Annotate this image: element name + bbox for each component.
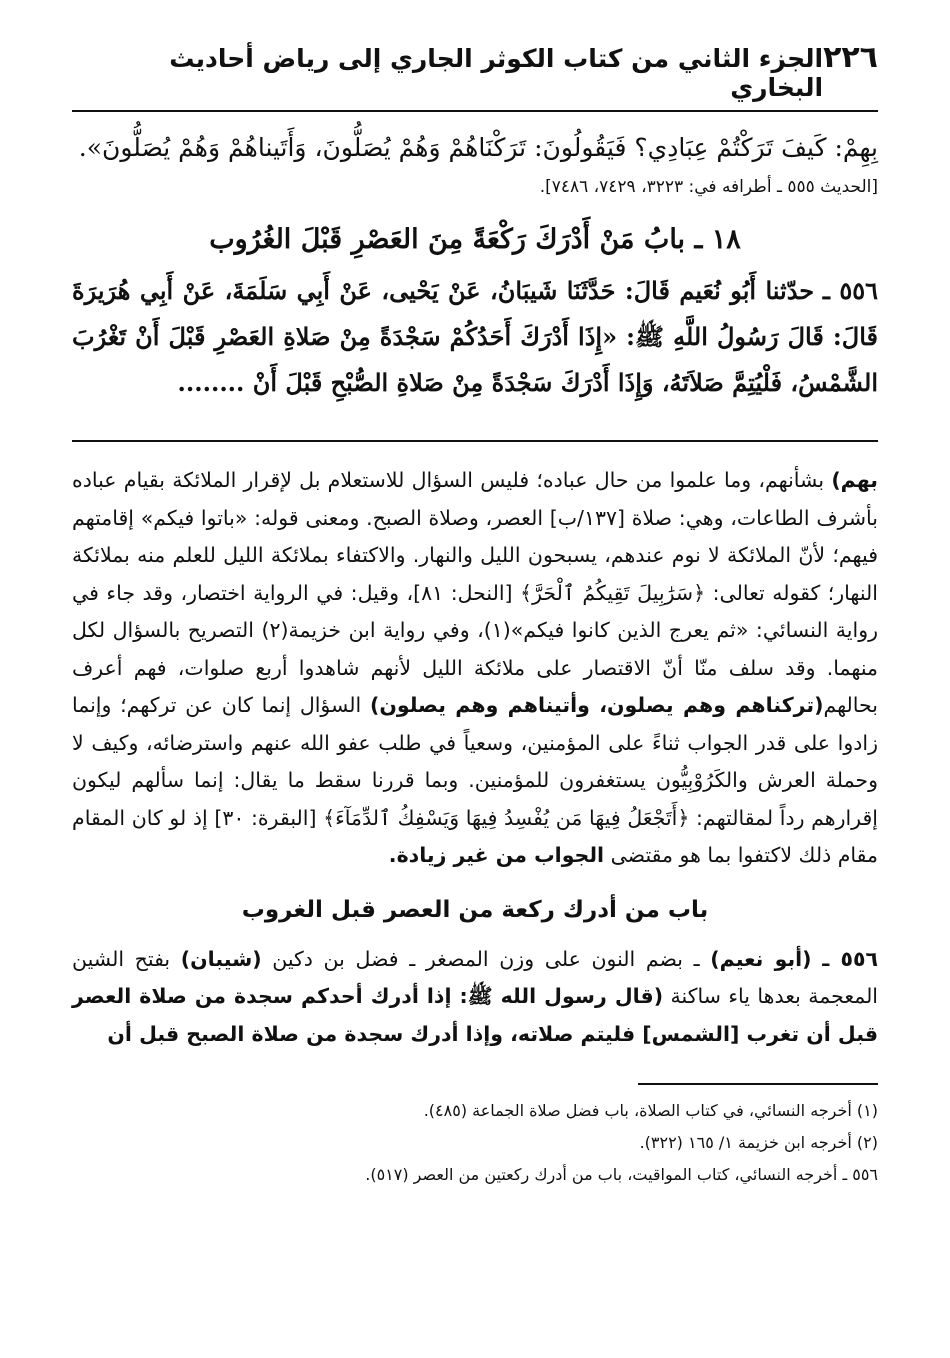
footnote-rule (638, 1083, 878, 1085)
commentary-text-d: بفتح الشين المعجمة بعدها ياء ساكنة (72, 946, 879, 1008)
commentary-bold-end: الجواب من غير زيادة. (388, 843, 605, 867)
footnote-2: (٢) أخرجه ابن خزيمة ١/ ١٦٥ (٣٢٢). (639, 1133, 878, 1152)
page-number: ٢٢٦ (823, 40, 878, 75)
hadith-556 (72, 268, 878, 406)
commentary-text-b: السؤال إنما كان عن تركهم؛ وإنما زادوا على قدر الجواب ثناءً على المؤمنين، وسعياً في طلب عفو الله عنهم واسترضائه، وكيف لا وحملة العرش والكَرُوْبِيُّون يستغفرون للمؤمنين. وبما قررنا سقط ما يقال: إنما سألهم ليكون إقرارهم رداً لمقالتهم: ﴿أَتَجْعَلُ فِيهَا مَن يُفْسِدُ فِيهَا وَيَسْفِكُ ٱلدِّمَآءَ﴾ [البقرة: ٣٠] إذ لو كان المقام مقام ذلك لاكتفوا بما هو مقتضى (72, 693, 878, 867)
commentary-term-shayban: (شيبان) (180, 946, 262, 971)
footnote-556: ٥٥٦ ـ أخرجه النسائي، كتاب المواقيت، باب من أدرك ركعتين من العصر (٥١٧). (365, 1165, 878, 1184)
footnotes (72, 1095, 878, 1191)
commentary-section-heading: باب من أدرك ركعة من العصر قبل الغروب (241, 896, 709, 923)
commentary-term-abu-nuaym: (أبو نعيم) (710, 946, 812, 971)
commentary-hadith-556 (72, 941, 878, 1054)
hadith-reference: [الحديث ٥٥٥ ـ أطرافه في: ٣٢٢٣، ٧٤٢٩، ٧٤٨٦]. (539, 177, 878, 197)
commentary-paragraph (72, 462, 878, 875)
footnote-1: (١) أخرجه النسائي، في كتاب الصلاة، باب فضل صلاة الجماعة (٤٨٥). (423, 1101, 878, 1120)
book-title: الجزء الثاني من كتاب الكوثر الجاري إلى رياض أحاديث البخاري (169, 44, 824, 102)
commentary-text-a: بشأنهم، وما علموا من حال عباده؛ فليس السؤال للاستعلام بل لإقرار الملائكة بقيام عباده بأشرف الطاعات، وهي: صلاة [١٣٧/ب] العصر، وصلاة الصبح. ومعنى قوله: «باتوا فيكم» إقامتهم فيهم؛ لأنّ الملائكة لا نوم عندهم، يسبحون الليل والنهار. والاكتفاء بملائكة الليل للعلم منه بملائكة النهار؛ كقوله تعالى: ﴿سَرَٰبِيلَ تَقِيكُمُ ٱلْحَرَّ﴾ [النحل: ٨١]، وقيل: في الرواية اختصار، وقد جاء في رواية النسائي: «ثم يعرج الذين كانوا فيكم»(١)، وفي رواية ابن خزيمة(٢) التصريح بالسؤال لكل منهما. وقد سلف منّا أنّ الاقتصار على ملائكة الليل لأنهم شاهدوا أربع صلوات، فهم أعرف بحالهم (72, 468, 879, 717)
hadith-number: ٥٥٦ ـ (822, 276, 878, 305)
commentary-bold-start: بهم) (831, 468, 878, 492)
hadith-chain: حدّثنا أَبُو نُعَيم قَالَ: حَدَّثَنَا شَيبَانُ، عَنْ يَحْيى، عَنْ أَبِي سَلَمَةَ، عَنْ أَبِي هُرَيرَةَ قَالَ: قَالَ رَسُولُ اللَّهِ ﷺ: «إِذَا أَدْرَكَ أَحَدُكُمْ سَجْدَةً مِنْ صَلاةِ العَصْرِ قَبْلَ أَنْ تَغْرُبَ الشَّمْسُ، فَلْيُتِمَّ صَلاَتَهُ، وَإِذَا أَدْرَكَ سَجْدَةً مِنْ صَلاةِ الصُّبْحِ قَبْلَ أَنْ ........ (72, 276, 878, 397)
commentary-quote-hadith: (قال رسول الله ﷺ: إذا أدرك أحدكم سجدة من صلاة العصر قبل أن تغرب [الشمس] فليتم صلاته، وإذا أدرك سجدة من صلاة الصبح قبل أن (72, 984, 878, 1046)
running-header (72, 40, 878, 112)
commentary-divider (72, 440, 878, 442)
chapter-heading: ١٨ ـ بابُ مَنْ أَدْرَكَ رَكْعَةً مِنَ العَصْرِ قَبْلَ الغُرُوب (209, 224, 741, 255)
commentary-bold-quote: (تركناهم وهم يصلون، وأتيناهم وهم يصلون) (369, 693, 824, 717)
commentary-text-c: ـ بضم النون على وزن المصغر ـ فضل بن دكين (261, 946, 711, 971)
hadith-continuation: بِهِمْ: كَيفَ تَرَكْتُمْ عِبَادِي؟ فَيَقُولُونَ: تَرَكْنَاهُمْ وَهُمْ يُصَلُّونَ، وَأَتَيناهُمْ وَهُمْ يُصَلُّونَ». (78, 133, 878, 162)
commentary-hadith-number: ٥٥٦ ـ (822, 946, 878, 971)
book-page (72, 40, 878, 1191)
